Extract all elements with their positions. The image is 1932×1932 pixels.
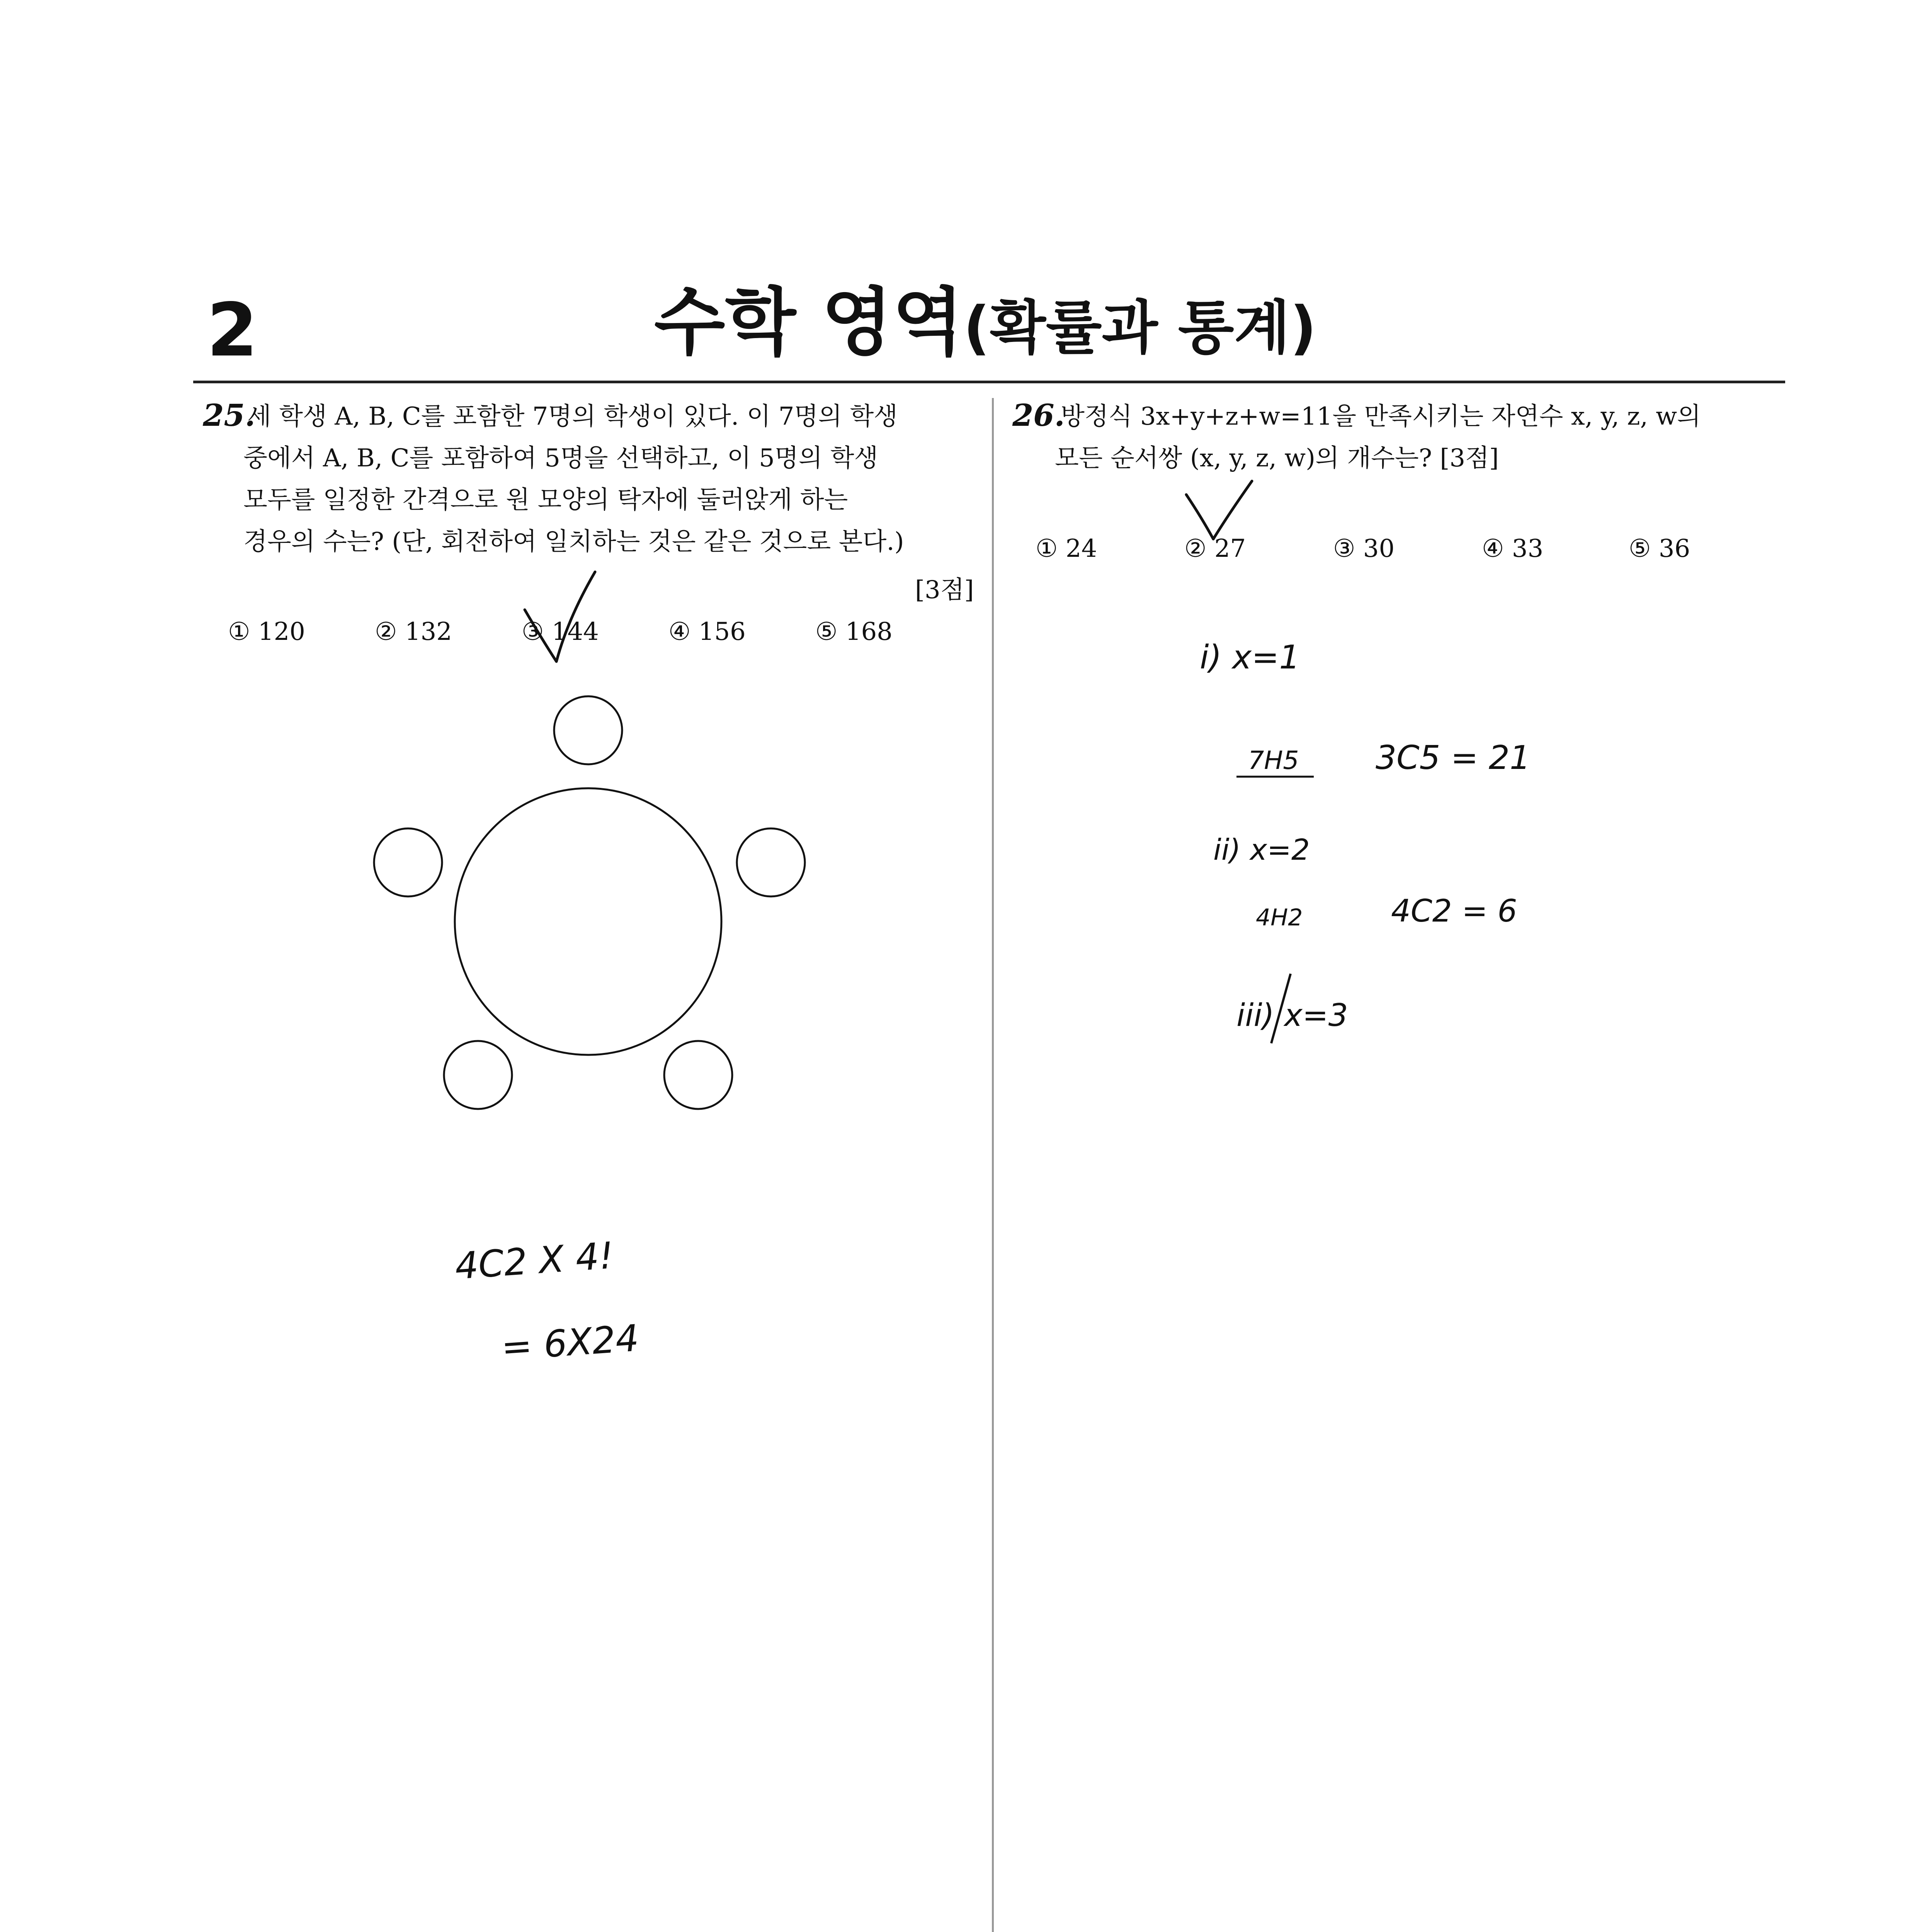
q25-handwriting: = 6X24	[500, 1317, 640, 1369]
q25-choice-2[interactable]: ② 132	[375, 617, 452, 646]
check-mark-q25	[525, 572, 595, 662]
q26-handwriting: 4H2	[1256, 904, 1303, 931]
q25-line: 모두를 일정한 간격으로 원 모양의 탁자에 둘러앉게 하는	[243, 486, 848, 514]
q26-choice-2[interactable]: ② 27	[1184, 534, 1246, 563]
q25-choice-3[interactable]: ③ 144	[522, 617, 599, 646]
title-main: 수학 영역	[654, 280, 964, 365]
q26-handwriting: iii) x=3	[1236, 997, 1348, 1033]
q26-choice-4[interactable]: ④ 33	[1482, 534, 1544, 563]
q25-line: 세 학생 A, B, C를 포함한 7명의 학생이 있다. 이 7명의 학생	[247, 402, 898, 431]
seat-circle	[737, 828, 805, 896]
seat-circle	[554, 696, 622, 764]
q25-choice-4[interactable]: ④ 156	[668, 617, 746, 646]
q26-handwriting: 4C2 = 6	[1391, 893, 1517, 929]
seat-circle	[444, 1041, 512, 1109]
q26-choice-3[interactable]: ③ 30	[1333, 534, 1395, 563]
page-number: 2	[207, 287, 258, 373]
q26-handwriting: 3C5 = 21	[1376, 739, 1531, 777]
seat-circle	[374, 828, 442, 896]
q26-line-2: 모든 순서쌍 (x, y, z, w)의 개수는? [3점]	[1055, 444, 1499, 473]
table-circle	[455, 788, 721, 1055]
q26-choice-1[interactable]: ① 24	[1036, 534, 1097, 563]
q25-line: 중에서 A, B, C를 포함하여 5명을 선택하고, 이 5명의 학생	[243, 444, 878, 473]
q25-line: 경우의 수는? (단, 회전하여 일치하는 것은 같은 것으로 본다.)	[243, 527, 904, 556]
check-mark-q26	[1186, 481, 1252, 539]
q26-choice-5[interactable]: ⑤ 36	[1629, 534, 1690, 563]
q25-number: 25.	[203, 398, 255, 433]
q25-choice-1[interactable]: ① 120	[228, 617, 305, 646]
q26-line-1: 방정식 3x+y+z+w=11을 만족시키는 자연수 x, y, z, w의	[1061, 402, 1701, 431]
q25-points: [3점]	[915, 576, 974, 604]
seat-circle	[664, 1041, 732, 1109]
round-table-figure	[374, 696, 805, 1109]
q26-handwriting: i) x=1	[1200, 638, 1300, 677]
q26-handwriting: 7H5	[1248, 746, 1299, 775]
title-subject: (확률과 통계)	[963, 294, 1317, 362]
q25-choice-5[interactable]: ⑤ 168	[815, 617, 893, 646]
q26-number: 26.	[1012, 398, 1065, 433]
q26-handwriting: ii) x=2	[1213, 833, 1310, 867]
q25-handwriting: 4C2 X 4!	[453, 1234, 615, 1288]
